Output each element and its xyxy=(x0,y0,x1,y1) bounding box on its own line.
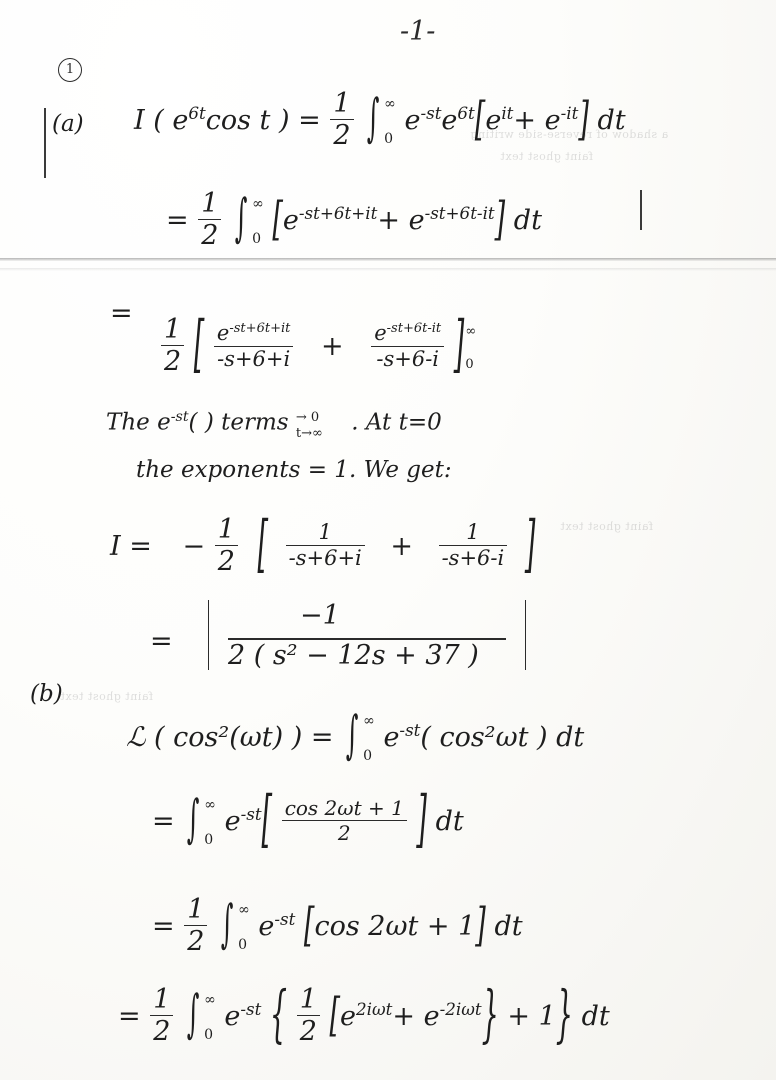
bracket-open: [ xyxy=(303,899,315,953)
limit-arrow-group xyxy=(295,409,344,441)
fraction-denominator: 2 xyxy=(299,1016,317,1047)
fraction-numerator: 1 xyxy=(318,520,332,544)
note-exponent: -st xyxy=(170,409,189,425)
expr-lhs: I = xyxy=(110,531,152,562)
fraction-denominator: 2 xyxy=(187,926,205,957)
integrand-base: e xyxy=(383,722,400,753)
equals-sign: = xyxy=(166,205,189,236)
part-a-result-denominator: 2 ( s² − 12s + 37 ) xyxy=(228,640,479,671)
fraction-term-1 xyxy=(285,522,366,569)
numerator-exponent: -st+6t-it xyxy=(386,320,442,336)
plus-sign: + xyxy=(320,331,344,362)
fraction-numerator: 1 xyxy=(333,88,351,119)
differential: dt xyxy=(494,911,523,942)
inner-plus: + e xyxy=(513,105,561,136)
term1-exponent: -st+6t+it xyxy=(298,203,378,223)
integrand-exponent: -st xyxy=(399,720,421,740)
bracket-open: [ xyxy=(272,193,283,247)
eval-lower-limit: 0 xyxy=(465,356,474,372)
integrand-exponent: -st xyxy=(240,804,262,824)
fraction-denominator: -s+6-i xyxy=(376,346,440,371)
bracket-open: [ xyxy=(261,784,273,857)
fraction-term-1 xyxy=(213,322,294,370)
numerator-base: e xyxy=(216,320,230,345)
integrand2-base: e xyxy=(441,105,458,136)
problem-number: 1 xyxy=(58,58,82,82)
numerator-exponent: -st+6t+it xyxy=(229,320,291,336)
margin-stroke xyxy=(44,108,46,178)
expr-lhs: ℒ ( cos²(ωt) ) = xyxy=(126,722,334,753)
scan-seam xyxy=(0,258,776,261)
part-a-result-equals: = xyxy=(150,626,173,657)
fraction-cos-term xyxy=(281,798,408,843)
fraction-term-2 xyxy=(438,522,509,569)
part-a-line-3-body xyxy=(160,309,477,382)
note-tail: . At t=0 xyxy=(351,409,442,436)
integral-sign: ∫ xyxy=(186,985,200,1045)
part-b-line-1 xyxy=(126,706,585,766)
expr-lhs: I ( e xyxy=(134,105,189,136)
integral-lower-limit: 0 xyxy=(252,230,262,247)
integrand-exponent: -st xyxy=(240,999,262,1019)
fraction-numerator: 1 xyxy=(299,984,317,1015)
integral-sign: ∫ xyxy=(345,706,359,766)
fraction-denominator: -s+6+i xyxy=(217,346,291,371)
integral-lower-limit: 0 xyxy=(204,831,214,848)
integrand-rest: ( cos²ωt ) dt xyxy=(420,722,585,753)
scan-seam-shadow xyxy=(0,268,776,271)
integral-sign: ∫ xyxy=(234,189,248,249)
bleed-through-text: faint ghost text xyxy=(60,690,154,703)
fraction-one-half xyxy=(183,896,208,955)
term1-base: e xyxy=(282,205,299,236)
limit-arrow-bottom: t→∞ xyxy=(295,425,323,441)
inner2-exponent: -it xyxy=(560,103,579,123)
fraction-denominator: -s+6-i xyxy=(441,546,505,570)
fraction-numerator xyxy=(370,322,445,344)
integral-lower-limit: 0 xyxy=(238,936,248,953)
numerator-base: e xyxy=(374,320,387,345)
note-text-rest: ( ) terms xyxy=(188,409,289,436)
term1-exponent: 2iωt xyxy=(356,999,393,1019)
integral-limits xyxy=(384,96,396,147)
fraction-one-half xyxy=(149,986,174,1045)
integral-sign: ∫ xyxy=(186,790,200,850)
term2-exponent: -2iωt xyxy=(439,999,482,1019)
integrand2-exponent: 6t xyxy=(457,103,475,123)
equals-sign: = xyxy=(152,911,175,942)
evaluation-limits xyxy=(465,323,477,372)
fraction-one-half xyxy=(160,316,185,375)
bleed-through-text: faint ghost text xyxy=(500,150,594,163)
fraction-numerator: 1 xyxy=(217,514,235,545)
integral-limits xyxy=(204,797,216,848)
fraction-denominator: 2 xyxy=(153,1016,171,1047)
part-b-line-3 xyxy=(152,894,523,957)
plus-sign: + xyxy=(390,531,413,562)
integral-limits xyxy=(363,713,375,764)
differential: dt xyxy=(513,205,542,236)
integral-upper-limit: ∞ xyxy=(204,797,216,814)
page-label: -1- xyxy=(400,16,436,47)
integral-limits xyxy=(238,902,250,953)
integral-sign: ∫ xyxy=(366,89,380,149)
fraction-numerator: 1 xyxy=(201,188,219,219)
fraction-denominator: -s+6+i xyxy=(288,546,362,570)
integrand-exponent: -st xyxy=(274,909,296,929)
fraction-numerator: cos 2ωt + 1 xyxy=(284,796,404,820)
integral-upper-limit: ∞ xyxy=(252,196,264,213)
brace-close: } xyxy=(481,979,499,1052)
differential: dt xyxy=(597,105,626,136)
integral-upper-limit: ∞ xyxy=(204,992,216,1009)
integrand-base: e xyxy=(258,911,275,942)
eval-upper-limit: ∞ xyxy=(465,323,477,339)
equals-sign: = xyxy=(118,1001,141,1032)
integral-lower-limit: 0 xyxy=(384,130,394,147)
integrand-base: e xyxy=(224,806,241,837)
equals-sign: = xyxy=(110,298,133,329)
part-a-result-numerator: −1 xyxy=(300,600,340,631)
part-a-line-3 xyxy=(110,300,133,328)
fraction-one-half xyxy=(329,90,354,149)
bracket-open: [ xyxy=(474,93,486,147)
fraction-denominator: 2 xyxy=(217,546,235,577)
note-text: The e xyxy=(106,409,171,436)
part-a-note-1 xyxy=(106,409,442,441)
part-b-line-4 xyxy=(118,979,610,1052)
bracket-open: [ xyxy=(329,989,341,1043)
bracket-open: [ xyxy=(257,509,269,582)
fraction-numerator xyxy=(213,322,294,344)
limit-arrow-top: → 0 xyxy=(295,409,320,425)
inner-base: e xyxy=(485,105,502,136)
integral-upper-limit: ∞ xyxy=(384,96,396,113)
fraction-one-half xyxy=(214,516,239,575)
fraction-one-half-inner xyxy=(296,986,321,1045)
integral-upper-limit: ∞ xyxy=(238,902,250,919)
integral-lower-limit: 0 xyxy=(204,1026,214,1043)
inner-exponent: it xyxy=(501,103,514,123)
bracket-close: ] xyxy=(524,509,536,582)
integral-limits xyxy=(204,992,216,1043)
fraction-denominator: 2 xyxy=(164,346,182,377)
bleed-through-text: a shadow of reverse-side writing xyxy=(470,128,669,141)
differential: dt xyxy=(435,806,464,837)
part-a-label: (a) xyxy=(52,111,84,137)
fraction-denominator: 2 xyxy=(337,821,351,845)
part-a-line-4 xyxy=(110,509,536,582)
integrand-exp-base: e xyxy=(404,105,421,136)
fraction-denominator: 2 xyxy=(333,120,351,151)
part-b-label: (b) xyxy=(30,681,63,707)
fraction-one-half xyxy=(197,190,222,249)
integral-limits xyxy=(252,196,264,247)
minus-sign: − xyxy=(182,531,206,562)
fraction-numerator: 1 xyxy=(187,894,205,925)
bracket-close: ] xyxy=(416,784,427,857)
fraction-numerator: 1 xyxy=(164,314,182,345)
bracket-close: ] xyxy=(475,899,486,953)
term-plus: + e xyxy=(377,205,425,236)
plus-one: + 1 xyxy=(507,1001,556,1032)
part-b-line-2 xyxy=(152,784,464,857)
fraction-numerator: 1 xyxy=(466,520,480,544)
bleed-through-text: faint ghost text xyxy=(560,520,654,533)
term-plus: + e xyxy=(392,1001,440,1032)
fraction-term-2 xyxy=(370,322,445,370)
part-a-line-2 xyxy=(166,188,542,251)
expr-lhs-rest: cos t ) = xyxy=(205,105,321,136)
integral-lower-limit: 0 xyxy=(363,747,373,764)
expr-exponent: 6t xyxy=(188,103,206,123)
inner-expression: cos 2ωt + 1 xyxy=(314,911,476,942)
fraction-numerator: 1 xyxy=(153,984,171,1015)
integral-sign: ∫ xyxy=(220,895,234,955)
brace-close-outer: } xyxy=(555,979,573,1052)
brace-open: { xyxy=(269,979,288,1052)
bracket-open: [ xyxy=(193,309,205,382)
integral-upper-limit: ∞ xyxy=(363,713,375,730)
integrand-base: e xyxy=(224,1001,241,1032)
differential: dt xyxy=(581,1001,610,1032)
bracket-close: ] xyxy=(453,309,465,382)
term1-base: e xyxy=(340,1001,357,1032)
bracket-close: ] xyxy=(494,193,506,247)
margin-tick xyxy=(640,190,642,230)
integrand-exponent: -st xyxy=(420,103,442,123)
part-a-note-2: the exponents = 1. We get: xyxy=(136,457,452,483)
part-a-line-1 xyxy=(134,88,626,151)
term2-exponent: -st+6t-it xyxy=(424,203,495,223)
fraction-denominator: 2 xyxy=(201,220,219,251)
equals-sign: = xyxy=(152,806,175,837)
bracket-close: ] xyxy=(578,93,589,147)
